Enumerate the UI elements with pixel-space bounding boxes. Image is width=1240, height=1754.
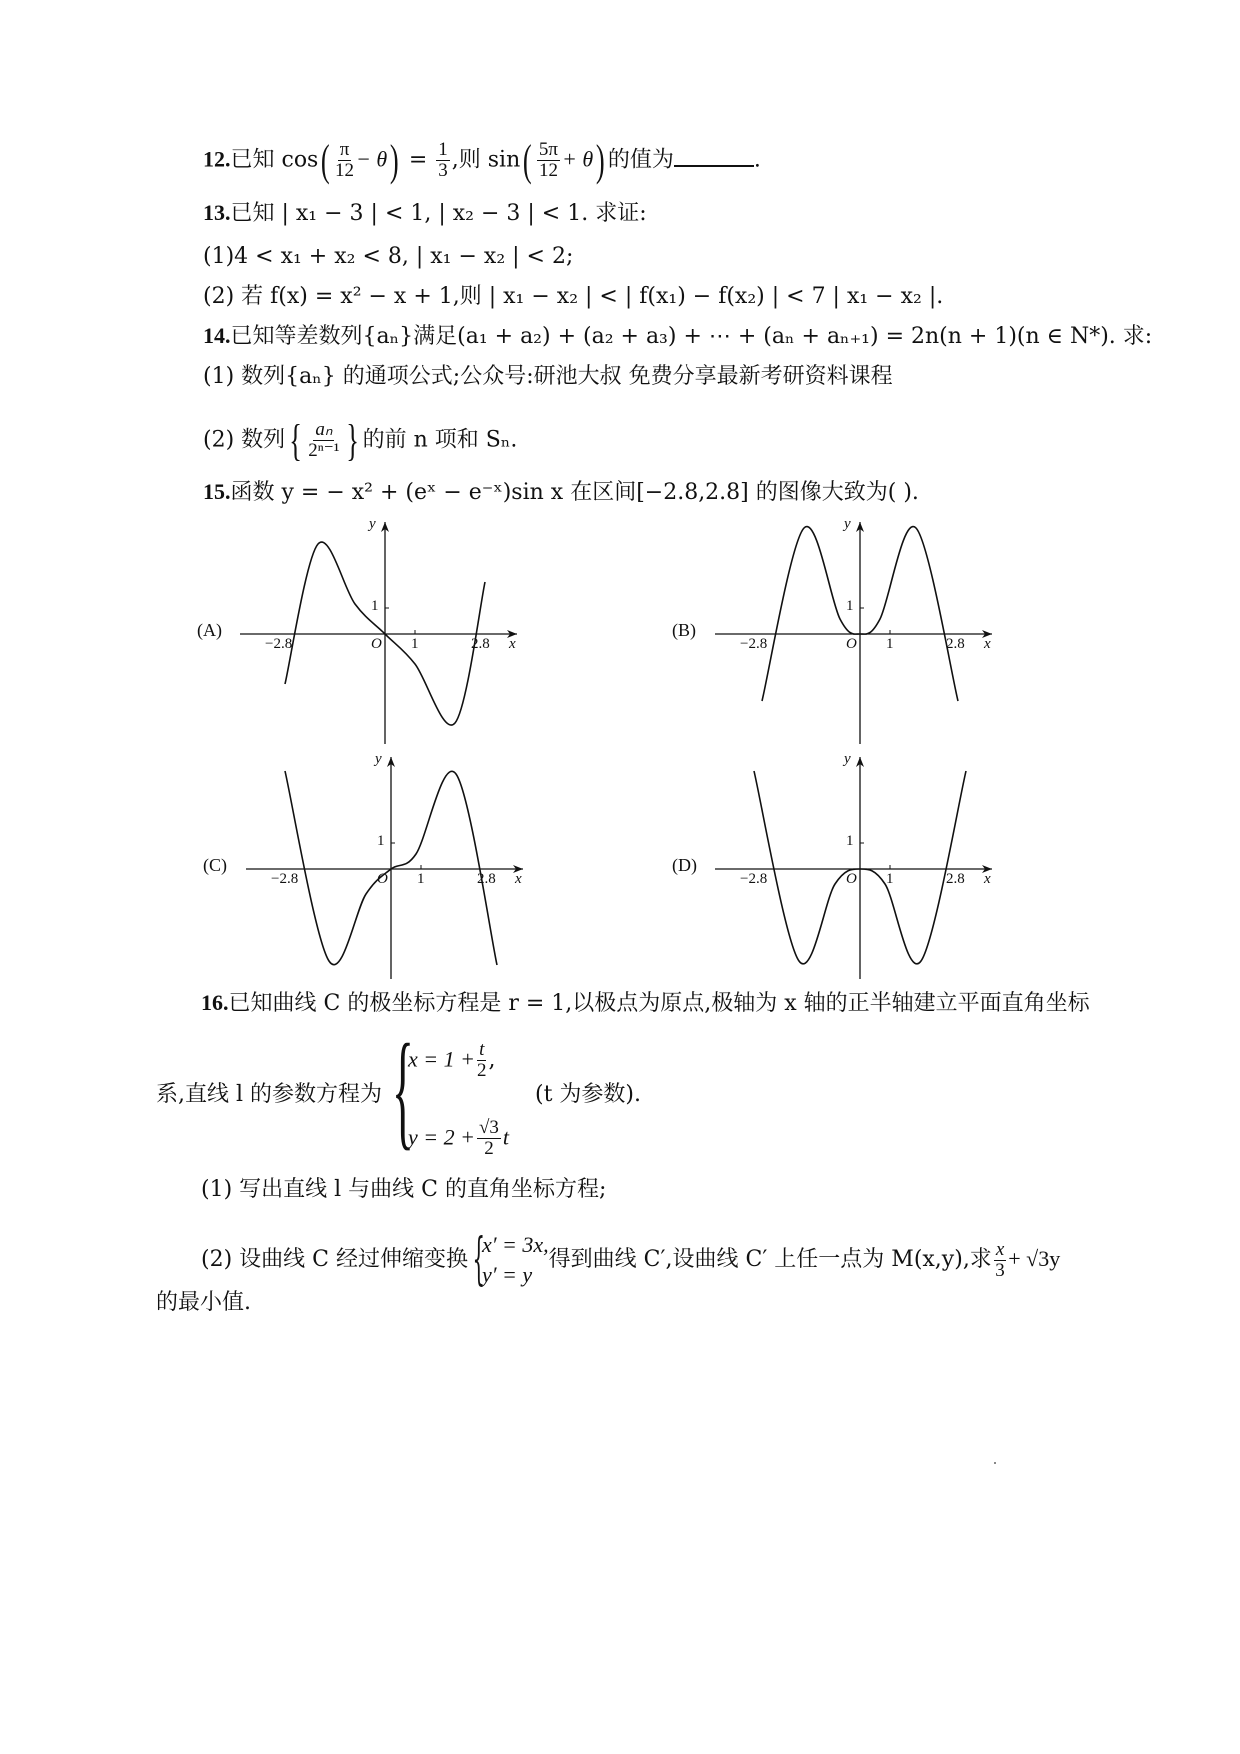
tick-x-one: 1 (886, 636, 894, 652)
x-axis-label: x (984, 636, 991, 652)
option-label: (D) (672, 855, 697, 875)
tick-neg: −2.8 (740, 636, 768, 652)
graph-plot (191, 739, 531, 989)
question-number: 13. (203, 200, 231, 225)
y-axis-label: y (369, 516, 376, 532)
q14-text: 的前 n 项和 Sₙ. (362, 427, 518, 453)
fraction (308, 420, 339, 461)
q15-text: 函数 y = − x² + (eˣ − e⁻ˣ)sin x 在区间[−2.8,2.8] 的图像大致为( ). (230, 480, 919, 505)
denominator: 3 (438, 160, 448, 181)
x-axis-label: x (984, 871, 991, 887)
q16-text: (2) 设曲线 C 经过伸缩变换 (201, 1247, 468, 1272)
tick-neg: −2.8 (740, 871, 768, 887)
tick-neg: −2.8 (265, 636, 293, 652)
graph-plot (185, 504, 525, 754)
denominator: 2 (476, 1060, 487, 1081)
param-equation-y (408, 1118, 509, 1159)
eq-text: y′ = y (481, 1262, 533, 1287)
origin-label: O (846, 636, 857, 652)
brace-close: } (345, 415, 359, 465)
eq-text: x′ = 3x, (481, 1232, 549, 1257)
fraction (477, 1118, 501, 1159)
tick-pos: 2.8 (471, 636, 490, 652)
denominator: 2 (484, 1138, 494, 1159)
tick-y-one: 1 (377, 833, 385, 849)
tick-y-one: 1 (371, 598, 379, 614)
left-brace: { (472, 1227, 486, 1292)
y-axis-label: y (844, 751, 851, 767)
fraction (335, 140, 354, 181)
fraction (537, 140, 560, 181)
x-axis-label: x (509, 636, 516, 652)
tick-x-one: 1 (411, 636, 419, 652)
q14-text: (2) 数列 (203, 427, 286, 453)
q13-part-2: (2) 若 f(x) = x² − x + 1,则 | x₁ − x₂ | < | f(x₁) − f(x₂) | < 7 | x₁ − x₂ |. (203, 284, 944, 309)
tick-pos: 2.8 (946, 871, 965, 887)
q12-text: . (753, 147, 761, 173)
tick-x-one: 1 (886, 871, 894, 887)
tick-x-one: 1 (417, 871, 425, 887)
numerator: aₙ (315, 419, 333, 440)
question-13 (203, 198, 647, 229)
q12-text: ,则 sin (451, 147, 521, 173)
q14-part-2 (203, 415, 518, 465)
tick-pos: 2.8 (477, 871, 496, 887)
paren-close: ) (390, 135, 399, 185)
q16-part-2-end: 的最小值. (156, 1290, 251, 1315)
equals: = (408, 147, 428, 173)
eq-text: , (488, 1047, 496, 1073)
paren-open: ( (321, 135, 331, 185)
q13-text: 已知 | x₁ − 3 | < 1, | x₂ − 3 | < 1. 求证: (230, 201, 647, 226)
graph-option-c[interactable] (191, 739, 531, 989)
graph-option-d[interactable] (660, 739, 1000, 989)
graph-option-a[interactable] (185, 504, 525, 754)
eq-text: y = 2 + (408, 1124, 475, 1150)
eq-text: t (502, 1124, 510, 1150)
param-equation-x (408, 1040, 495, 1081)
q16-text: + √3y (1008, 1246, 1061, 1271)
graph-plot (660, 739, 1000, 989)
q12-text: 的值为 (607, 147, 674, 173)
answer-blank[interactable] (674, 165, 754, 167)
q12-text: − θ (356, 146, 388, 172)
eq-text: x = 1 + (408, 1046, 475, 1072)
q16-system-prefix: 系,直线 l 的参数方程为 (156, 1082, 383, 1107)
y-axis-label: y (375, 751, 382, 767)
brace-open: { (289, 415, 303, 465)
numerator: √3 (478, 1117, 499, 1138)
q14-part-1: (1) 数列{aₙ} 的通项公式;公众号:研池大叔 免费分享最新考研资料课程 (203, 364, 893, 389)
transform-system (482, 1230, 549, 1290)
x-axis-label: x (515, 871, 522, 887)
question-number: 15. (203, 479, 231, 504)
question-16 (201, 988, 1090, 1019)
tick-pos: 2.8 (946, 636, 965, 652)
numerator: t (479, 1039, 485, 1060)
tick-neg: −2.8 (271, 871, 299, 887)
tick-y-one: 1 (846, 833, 854, 849)
option-label: (C) (203, 855, 227, 875)
fraction (477, 1040, 487, 1081)
q16-text: 已知曲线 C 的极坐标方程是 r = 1,以极点为原点,极轴为 x 轴的正半轴建立平面直角坐标 (228, 991, 1090, 1016)
question-number: 14. (203, 323, 231, 348)
q16-part-2 (201, 1227, 1061, 1292)
origin-label: O (371, 636, 382, 652)
y-axis-label: y (844, 516, 851, 532)
q12-text: + θ (562, 146, 594, 172)
paren-close: ) (596, 135, 605, 185)
origin-label: O (377, 871, 388, 887)
numerator: x (995, 1238, 1005, 1260)
q16-system-suffix: (t 为参数). (535, 1082, 641, 1107)
option-label: (A) (197, 620, 222, 640)
denominator: 3 (995, 1259, 1005, 1281)
numerator: 5π (538, 139, 558, 160)
fraction (436, 140, 450, 181)
q14-text: 已知等差数列{aₙ}满足(a₁ + a₂) + (a₂ + a₃) + ⋯ + (aₙ + aₙ₊₁) = 2n(n + 1)(n ∈ N*). 求: (230, 324, 1153, 349)
q12-text: 已知 cos (230, 147, 319, 173)
denominator: 12 (335, 160, 355, 181)
tick-y-one: 1 (846, 598, 854, 614)
question-12 (203, 135, 761, 185)
left-brace: { (392, 1018, 414, 1162)
q16-part-1: (1) 写出直线 l 与曲线 C 的直角坐标方程; (201, 1177, 607, 1202)
speck (994, 1462, 996, 1464)
question-14 (203, 321, 1152, 352)
graph-option-b[interactable] (660, 504, 1000, 754)
question-number: 16. (201, 990, 229, 1015)
origin-label: O (846, 871, 857, 887)
graph-plot (660, 504, 1000, 754)
q16-text: 得到曲线 C′,设曲线 C′ 上任一点为 M(x,y),求 (548, 1247, 992, 1272)
numerator: π (339, 139, 350, 160)
denominator: 2ⁿ⁻¹ (308, 440, 340, 461)
numerator: 1 (438, 139, 448, 160)
question-number: 12. (203, 146, 231, 172)
denominator: 12 (538, 160, 558, 181)
q13-part-1: (1)4 < x₁ + x₂ < 8, | x₁ − x₂ | < 2; (203, 244, 574, 269)
fraction (994, 1240, 1006, 1281)
paren-open: ( (523, 135, 532, 185)
option-label: (B) (672, 620, 696, 640)
